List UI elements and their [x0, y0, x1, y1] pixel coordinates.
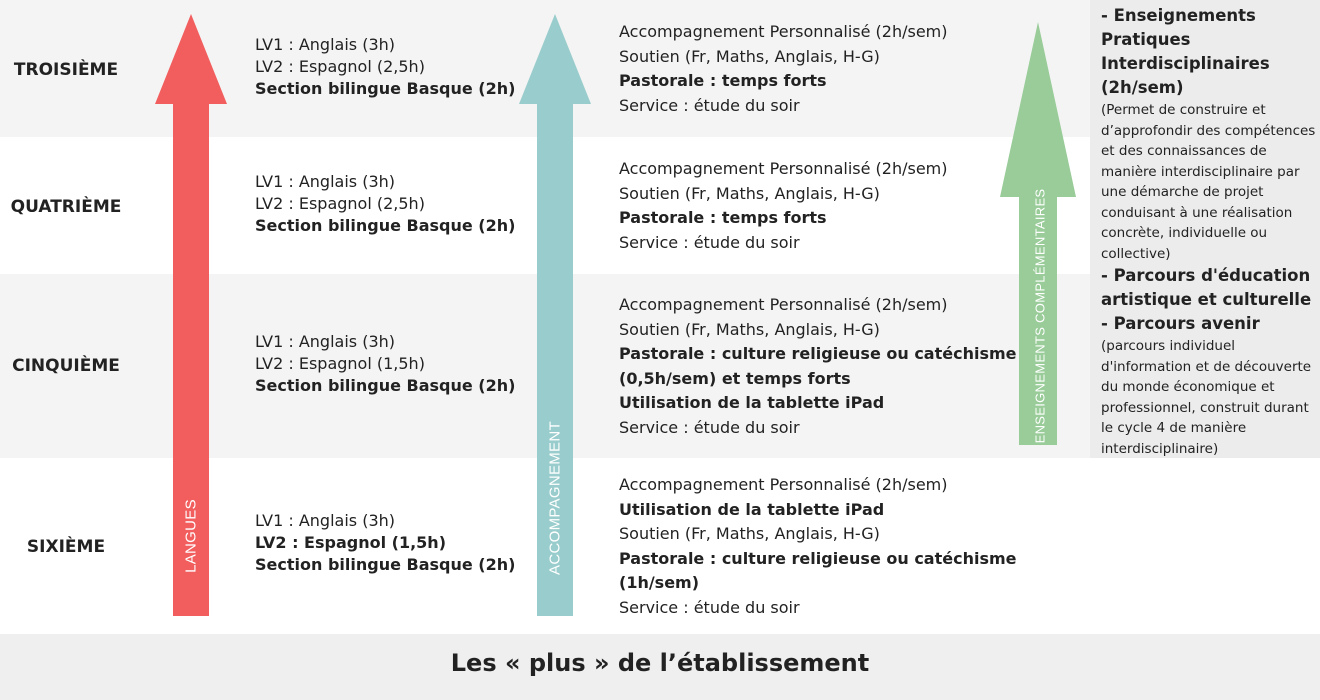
accompagnement-line: Service : étude du soir [619, 597, 800, 617]
accompagnement-arrow-label: ACCOMPAGNEMENT [546, 421, 564, 575]
langue-line: LV2 : Espagnol (1,5h) [255, 354, 425, 373]
langue-line: LV1 : Anglais (3h) [255, 35, 396, 54]
accompagnement-line: Accompagnement Personnalisé (2h/sem) [619, 159, 948, 178]
enseignements-line: et des connaissances de [1101, 143, 1267, 159]
accompagnement-line: Pastorale : culture religieuse ou catéchisme [619, 344, 1017, 363]
enseignements-line: (Permet de construire et [1101, 102, 1266, 118]
langue-line: LV1 : Anglais (3h) [255, 172, 396, 191]
accompagnement-line: Accompagnement Personnalisé (2h/sem) [619, 475, 948, 494]
accompagnement-line: (0,5h/sem) et temps forts [619, 368, 851, 388]
accompagnement-line: Service : étude du soir [619, 417, 800, 437]
accompagnement-line: Pastorale : temps forts [619, 71, 827, 90]
accompagnement-line: Utilisation de la tablette iPad [619, 499, 885, 519]
accompagnement-line: (1h/sem) [619, 573, 700, 592]
langue-line: LV2 : Espagnol (1,5h) [255, 533, 446, 552]
accompagnement-line: Service : étude du soir [619, 95, 800, 115]
accompagnement-line: Accompagnement Personnalisé (2h/sem) [619, 22, 948, 41]
langue-line: Section bilingue Basque (2h) [255, 376, 516, 395]
langue-line: LV1 : Anglais (3h) [255, 511, 396, 530]
enseignements-line: du monde économique et [1101, 379, 1275, 395]
grade-label-sixieme: SIXIÈME [26, 537, 106, 557]
accompagnement-line: Service : étude du soir [619, 232, 800, 252]
accompagnement-line: Pastorale : culture religieuse ou catéchisme [619, 548, 1017, 568]
enseignements-line: d’approfondir des compétences [1101, 122, 1316, 139]
enseignements-line: concrète, individuelle ou [1101, 225, 1268, 241]
enseignements-line: le cycle 4 de manière [1101, 420, 1247, 436]
accompagnement-line: Pastorale : temps forts [619, 208, 827, 227]
accompagnement-line: Utilisation de la tablette iPad [619, 393, 885, 412]
enseignements-line: interdisciplinaire) [1101, 440, 1219, 457]
langues-arrow-label: LANGUES [182, 499, 200, 573]
grade-label-troisieme: TROISIÈME [13, 60, 119, 80]
grade-label-quatrieme: QUATRIÈME [10, 197, 122, 217]
langue-line: LV2 : Espagnol (2,5h) [255, 194, 425, 213]
accompagnement-line: Soutien (Fr, Maths, Anglais, H-G) [619, 46, 880, 66]
enseignements-line: Pratiques [1101, 30, 1191, 49]
enseignements-line: Interdisciplinaires [1101, 54, 1270, 73]
enseignements-line: artistique et culturelle [1101, 290, 1312, 309]
langue-line: Section bilingue Basque (2h) [255, 555, 516, 574]
enseignements-line: - Parcours d'éducation [1101, 266, 1311, 285]
langue-line: Section bilingue Basque (2h) [255, 79, 516, 98]
enseignements-line: professionnel, construit durant [1101, 399, 1309, 416]
langue-line: LV1 : Anglais (3h) [255, 332, 396, 351]
langue-line: Section bilingue Basque (2h) [255, 216, 516, 235]
accompagnement-line: Accompagnement Personnalisé (2h/sem) [619, 295, 948, 314]
enseignements-line: - Enseignements [1101, 6, 1256, 25]
footer-title: Les « plus » de l’établissement [450, 649, 870, 677]
accompagnement-line: Soutien (Fr, Maths, Anglais, H-G) [619, 319, 880, 339]
enseignements-line: (2h/sem) [1101, 78, 1184, 97]
enseignements-arrow-label: ENSEIGNEMENTS COMPLÉMENTAIRES [1032, 188, 1048, 444]
enseignements-line: - Parcours avenir [1101, 314, 1260, 333]
enseignements-line: (parcours individuel [1101, 338, 1236, 354]
enseignements-line: collective) [1101, 245, 1171, 262]
accompagnement-line: Soutien (Fr, Maths, Anglais, H-G) [619, 183, 880, 203]
enseignements-line: manière interdisciplinaire par [1101, 163, 1300, 180]
enseignements-line: conduisant à une réalisation [1101, 204, 1293, 221]
enseignements-line: d'information et de découverte [1101, 358, 1312, 375]
langue-line: LV2 : Espagnol (2,5h) [255, 57, 425, 76]
grade-label-cinquieme: CINQUIÈME [12, 356, 120, 376]
enseignements-line: une démarche de projet [1101, 184, 1264, 200]
accompagnement-line: Soutien (Fr, Maths, Anglais, H-G) [619, 524, 880, 543]
